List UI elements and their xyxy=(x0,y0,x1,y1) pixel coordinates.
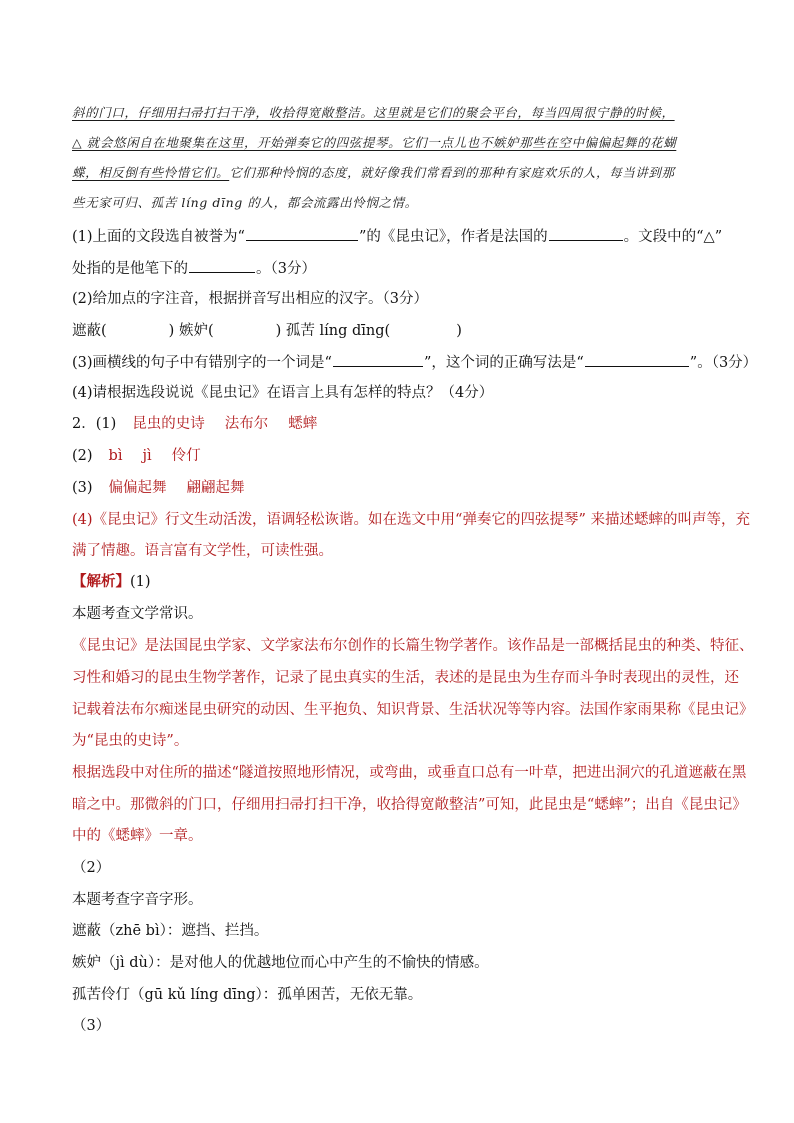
analysis-p2-l2 xyxy=(72,668,739,688)
answer-1 xyxy=(72,414,317,434)
analysis-text: 记载着法布尔痴迷昆虫研究的动因、生平抱负、知识背景、生活状况等等内容。法国作家雨果称《昆虫记》 xyxy=(72,702,754,718)
passage-text: 些无家可归、孤苦 líng dīng 的人，都会流露出怜悯之情。 xyxy=(72,195,418,210)
question-text: ) 孤苦 líng dīng( xyxy=(275,323,391,339)
question-text: (1)上面的文段选自被誉为“ xyxy=(72,229,245,245)
question-text: ”。（3分） xyxy=(689,355,758,371)
analysis-text: 根据选段中对住所的描述“隧道按照地形情况，或弯曲，或垂直口总有一叶草，把进出洞穴的孔道遮蔽在黑 xyxy=(72,765,747,781)
answer-number: (3) xyxy=(72,480,93,496)
answer-text: (4)《昆虫记》行文生动活泼，语调轻松诙谐。如在选文中用“弹奏它的四弦提琴” 来描述蟋蟀的叫声等，充 xyxy=(72,512,750,528)
analysis-header xyxy=(72,572,151,592)
analysis-section-3 xyxy=(72,1016,110,1036)
question-text: (2)给加点的字注音，根据拼音写出相应的汉字。（3分） xyxy=(72,291,429,307)
question-2 xyxy=(72,289,428,309)
analysis-p3-l1 xyxy=(72,763,746,783)
answer-text: 翩翩起舞 xyxy=(186,480,245,496)
question-1-cont xyxy=(72,258,316,279)
passage-line-2 xyxy=(72,133,676,153)
question-4 xyxy=(72,383,493,403)
passage-line-1 xyxy=(72,103,675,123)
question-text: 遮蔽( xyxy=(72,323,107,339)
passage-underlined-text: △ 就会悠闲自在地聚集在这里，开始弹奏它的四弦提琴。它们一点儿也不嫉妒那些在空中偏偏起舞的花蝴 xyxy=(72,135,677,150)
analysis-text: 孤苦伶仃（gū kǔ líng dīng）：孤单困苦，无依无靠。 xyxy=(72,987,423,1003)
answer-text: 法布尔 xyxy=(224,416,269,432)
question-text: ) 嫉妒( xyxy=(168,323,214,339)
analysis-text: 习性和婚习的昆虫生物学著作，记录了昆虫真实的生活，表述的是昆虫为生存而斗争时表现出的灵性，还 xyxy=(72,670,739,686)
analysis-text: 嫉妒（jì dù）：是对他人的优越地位而心中产生的不愉快的情感。 xyxy=(72,955,489,971)
answer-blank[interactable] xyxy=(246,226,358,241)
answer-blank[interactable] xyxy=(549,226,623,241)
answer-2 xyxy=(72,446,201,466)
analysis-number: (1) xyxy=(130,574,151,590)
analysis-p2-l1 xyxy=(72,636,754,656)
analysis-p2-l3 xyxy=(72,700,754,720)
question-3 xyxy=(72,352,757,373)
question-text: 。文段中的“△” xyxy=(623,229,723,245)
analysis-p3-l3 xyxy=(72,826,203,846)
analysis-text: 《昆虫记》是法国昆虫学家、文学家法布尔创作的长篇生物学著作。该作品是一部概括昆虫的种类、特征、 xyxy=(72,638,754,654)
analysis-p7 xyxy=(72,985,422,1005)
analysis-tag: 【解析】 xyxy=(72,573,130,590)
answer-number: 2．(1) xyxy=(72,416,117,432)
analysis-p2-l4 xyxy=(72,731,188,751)
analysis-p4 xyxy=(72,890,203,910)
passage-underlined-text: 蝶，相反倒有些怜惜它们。 xyxy=(72,165,230,180)
question-text: ) xyxy=(456,323,462,339)
answer-text: jì xyxy=(142,448,152,464)
answer-4-line-2 xyxy=(72,541,333,561)
answer-text: 蟋蟀 xyxy=(288,416,318,432)
passage-text: 斜的门口，仔细用扫帚打扫干净，收拾得宽敞整洁。这里就是它们的聚会平台，每当四周很宁静的时候， xyxy=(72,105,675,120)
answer-blank[interactable] xyxy=(585,352,689,367)
answer-text: 偏偏起舞 xyxy=(108,480,167,496)
analysis-p3-l2 xyxy=(72,795,747,815)
analysis-p1 xyxy=(72,604,203,624)
answer-text: bì xyxy=(108,448,123,464)
passage-line-4 xyxy=(72,193,418,213)
analysis-text: 中的《蟋蟀》一章。 xyxy=(72,828,203,844)
answer-3 xyxy=(72,478,245,498)
question-text: 处指的是他笔下的 xyxy=(72,261,188,277)
answer-blank[interactable] xyxy=(333,352,423,367)
answer-number: (2) xyxy=(72,448,93,464)
passage-text: 它们那种怜悯的态度，就好像我们常看到的那种有家庭欢乐的人，每当讲到那 xyxy=(229,165,675,180)
analysis-text: 本题考查文学常识。 xyxy=(72,606,203,622)
answer-4-line-1 xyxy=(72,510,750,530)
question-text: (3)画横线的句子中有错别字的一个词是“ xyxy=(72,355,332,371)
question-text: ”，这个词的正确写法是“ xyxy=(423,355,584,371)
answer-text: 伶仃 xyxy=(171,448,201,464)
question-text: 。（3分） xyxy=(256,261,316,277)
passage-line-3 xyxy=(72,163,675,183)
analysis-number: （3） xyxy=(72,1018,111,1034)
analysis-p6 xyxy=(72,953,489,973)
analysis-text: 遮蔽（zhē bì）：遮挡、拦挡。 xyxy=(72,923,269,939)
answer-text: 昆虫的史诗 xyxy=(132,416,205,432)
analysis-p5 xyxy=(72,921,268,941)
analysis-text: 为“昆虫的史诗”。 xyxy=(72,733,189,749)
question-text: (4)请根据选段说说《昆虫记》在语言上具有怎样的特点？（4分） xyxy=(72,385,494,401)
analysis-section-2 xyxy=(72,858,110,878)
answer-blank[interactable] xyxy=(189,258,255,273)
question-1 xyxy=(72,226,722,247)
analysis-number: （2） xyxy=(72,860,111,876)
question-text: ”的《昆虫记》，作者是法国的 xyxy=(358,229,548,245)
analysis-text: 本题考查字音字形。 xyxy=(72,892,203,908)
answer-text: 满了情趣。语言富有文学性，可读性强。 xyxy=(72,543,333,559)
analysis-text: 暗之中。那微斜的门口，仔细用扫帚打扫干净，收拾得宽敞整洁”可知，此昆虫是“蟋蟀”；出自《昆虫记》 xyxy=(72,797,747,813)
question-2-items xyxy=(72,321,462,341)
